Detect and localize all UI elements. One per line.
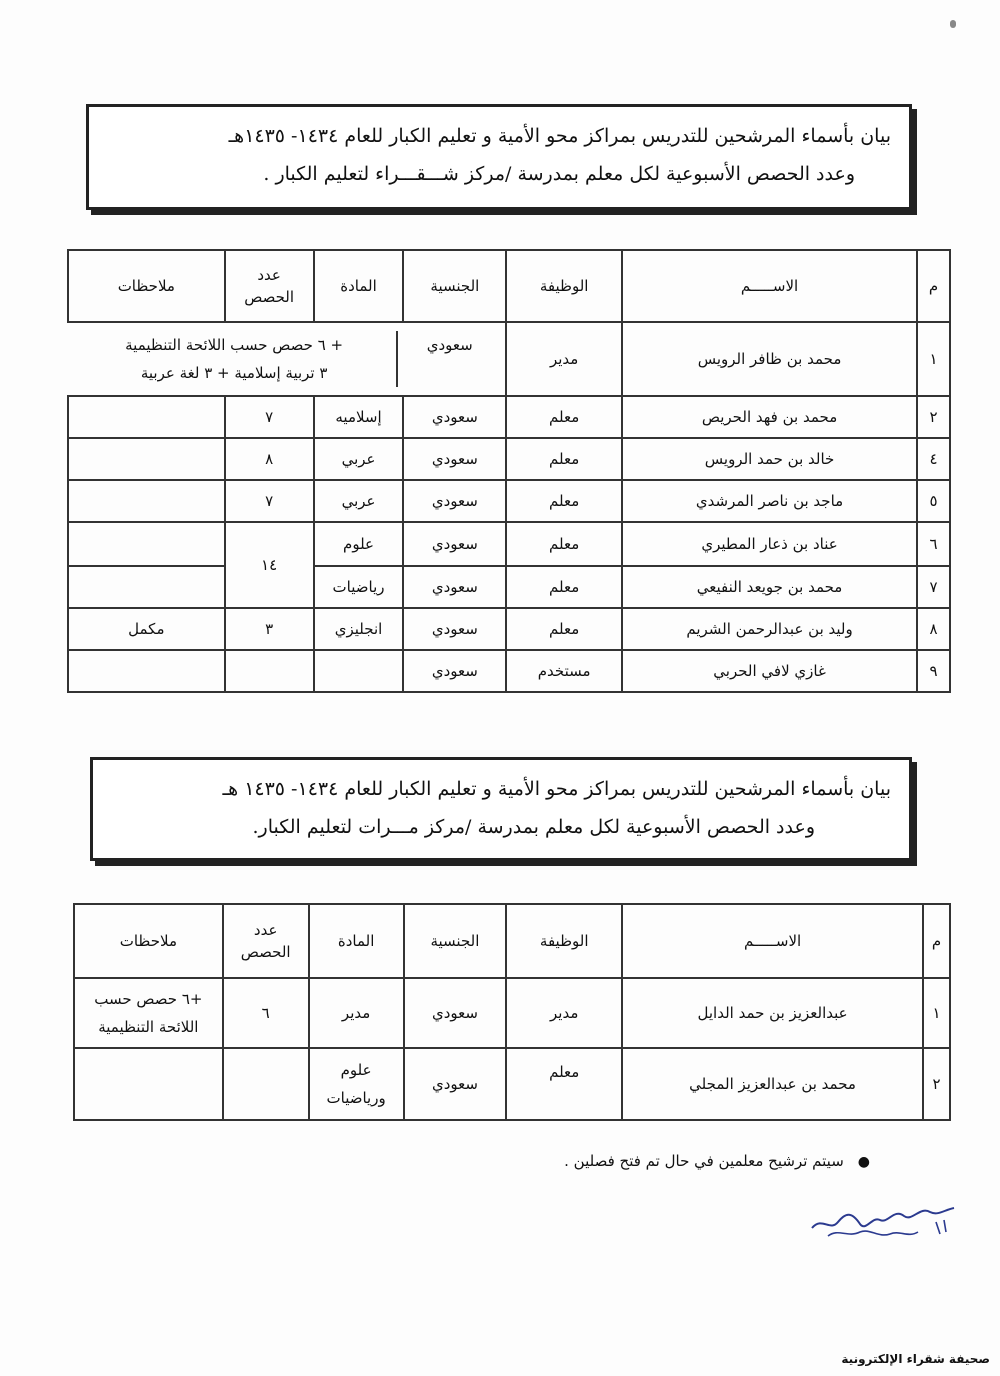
- cell-remarks: [74, 1048, 223, 1120]
- cell-name: عناد بن ذعار المطيري: [622, 522, 917, 566]
- cell-sessions: ٧: [225, 480, 314, 522]
- cell-subject: عربي: [314, 438, 404, 480]
- table-row: [68, 322, 950, 396]
- section1-title-line2: وعدد الحصص الأسبوعية لكل معلم بمدرسة /مركز شـــقـــراء لتعليم الكبار .: [263, 163, 855, 185]
- cell-subject: رياضيات: [314, 566, 404, 608]
- table-row: [74, 978, 950, 1048]
- cell-job: مستخدم: [506, 650, 622, 692]
- cell-remarks: [68, 522, 225, 566]
- cell-sessions: ٧: [225, 396, 314, 438]
- cell-name: عبدالعزيز بن حمد الدايل: [622, 978, 923, 1048]
- header-subject: المادة: [309, 904, 404, 978]
- cell-nationality: سعودي: [403, 438, 506, 480]
- header-nationality: الجنسية: [404, 904, 507, 978]
- cell-name: وليد بن عبدالرحمن الشريم: [622, 608, 917, 650]
- cell-name: محمد بن عبدالعزيز المجلي: [622, 1048, 923, 1120]
- cell-sessions: ٦: [223, 978, 309, 1048]
- header-sessions: عدد الحصص: [225, 250, 314, 322]
- cell-num: ١: [923, 978, 950, 1048]
- cell-sessions: [225, 650, 314, 692]
- section2-title-box: [90, 757, 912, 861]
- cell-sessions: [223, 1048, 309, 1120]
- cell-job: معلم: [506, 480, 622, 522]
- cell-name: محمد بن جويعد النفيعي: [622, 566, 917, 608]
- table-header-row: [74, 904, 950, 978]
- header-num: م: [917, 250, 950, 322]
- cell-remarks: [74, 978, 223, 1048]
- table-header-row: [68, 250, 950, 322]
- table-row: [68, 522, 950, 566]
- section2-table: [73, 903, 951, 1121]
- director-remark-line2: ٣ تربية إسلامية + ٣ لغة عربية: [140, 364, 328, 382]
- note: [564, 1152, 870, 1170]
- subject-line2: ورياضيات: [326, 1089, 386, 1107]
- cell-job: معلم: [506, 396, 622, 438]
- cell-num: ٦: [917, 522, 950, 566]
- subject-line1: علوم: [340, 1061, 372, 1079]
- section1-table: [67, 249, 951, 693]
- cell-num: ٨: [917, 608, 950, 650]
- section1-title-line1: بيان بأسماء المرشحين للتدريس بمراكز محو الأمية و تعليم الكبار للعام ١٤٣٤- ١٤٣٥هـ: [228, 125, 891, 147]
- cell-subject: [309, 1048, 404, 1120]
- cell-job: معلم: [506, 438, 622, 480]
- cell-subject: عربي: [314, 480, 404, 522]
- table-row: [68, 480, 950, 522]
- cell-name: غازي لافي الحربي: [622, 650, 917, 692]
- remark-line1: +٦ حصص حسب: [94, 990, 203, 1008]
- cell-name: ماجد بن ناصر المرشدي: [622, 480, 917, 522]
- cell-subject: علوم: [314, 522, 404, 566]
- header-job: الوظيفة: [506, 904, 622, 978]
- header-nationality: الجنسية: [403, 250, 506, 322]
- cell-nationality: سعودي: [426, 336, 473, 354]
- cell-remarks: [68, 438, 225, 480]
- cell-nationality: سعودي: [404, 1048, 507, 1120]
- header-name: الاســـــم: [622, 904, 923, 978]
- cell-remarks: [68, 650, 225, 692]
- header-remarks: ملاحظات: [68, 250, 225, 322]
- cell-subject: انجليزي: [314, 608, 404, 650]
- table-row: [74, 1048, 950, 1120]
- cell-sessions: ٨: [225, 438, 314, 480]
- cell-nationality: سعودي: [403, 608, 506, 650]
- header-num: م: [923, 904, 950, 978]
- signature: [808, 1198, 958, 1244]
- bullet-icon: ●: [857, 1154, 870, 1170]
- table-row: [68, 608, 950, 650]
- cell-num: ١: [917, 322, 950, 396]
- cell-num: ٢: [923, 1048, 950, 1120]
- section1-title-box: [86, 104, 912, 210]
- cell-nationality: سعودي: [403, 566, 506, 608]
- cell-nationality: سعودي: [403, 396, 506, 438]
- cell-nationality: سعودي: [403, 650, 506, 692]
- cell-subject: إسلاميه: [314, 396, 404, 438]
- cell-job: معلم: [506, 1048, 622, 1120]
- table-row: [68, 566, 950, 608]
- cell-job: معلم: [506, 566, 622, 608]
- scan-speck: [950, 20, 956, 28]
- header-sessions: عدد الحصص: [223, 904, 309, 978]
- cell-nationality: سعودي: [403, 522, 506, 566]
- cell-job: مدير: [506, 322, 622, 396]
- header-name: الاســـــم: [622, 250, 917, 322]
- header-remarks: ملاحظات: [74, 904, 223, 978]
- cell-subject: [314, 650, 404, 692]
- cell-sessions: ٣: [225, 608, 314, 650]
- cell-job: معلم: [506, 608, 622, 650]
- cell-num: ٤: [917, 438, 950, 480]
- header-job: الوظيفة: [506, 250, 622, 322]
- director-remark-line1: + ٦ حصص حسب اللائحة التنظيمية: [125, 336, 344, 354]
- cell-sessions-merged: ١٤: [225, 522, 314, 608]
- cell-remarks: [68, 396, 225, 438]
- cell-num: ٥: [917, 480, 950, 522]
- cell-remarks: [68, 480, 225, 522]
- cell-subject: مدير: [309, 978, 404, 1048]
- cell-nationality: سعودي: [403, 480, 506, 522]
- cell-name: محمد بن ظافر الرويس: [622, 322, 917, 396]
- cell-num: ٧: [917, 566, 950, 608]
- footer-watermark: صحيفة شقراء الإلكترونية: [841, 1352, 990, 1366]
- table-row: [68, 650, 950, 692]
- table-row: [68, 438, 950, 480]
- cell-nationality: سعودي: [404, 978, 507, 1048]
- cell-num: ٩: [917, 650, 950, 692]
- cell-name: خالد بن حمد الرويس: [622, 438, 917, 480]
- cell-num: ٢: [917, 396, 950, 438]
- table-row: [68, 396, 950, 438]
- cell-job: معلم: [506, 522, 622, 566]
- cell-job: مدير: [506, 978, 622, 1048]
- remark-line2: اللائحة التنظيمية: [98, 1018, 199, 1036]
- cell-name: محمد بن فهد الحريص: [622, 396, 917, 438]
- cell-remarks: [68, 566, 225, 608]
- section2-title-line1: بيان بأسماء المرشحين للتدريس بمراكز محو الأمية و تعليم الكبار للعام ١٤٣٤- ١٤٣٥ هـ: [222, 778, 891, 800]
- note-text: سيتم ترشيح معلمين في حال تم فتح فصلين .: [564, 1152, 844, 1170]
- director-remark-area: [68, 322, 506, 396]
- header-subject: المادة: [314, 250, 404, 322]
- cell-remarks: مكمل: [68, 608, 225, 650]
- section2-title-line2: وعدد الحصص الأسبوعية لكل معلم بمدرسة /مركز مـــرات لتعليم الكبار.: [252, 816, 815, 838]
